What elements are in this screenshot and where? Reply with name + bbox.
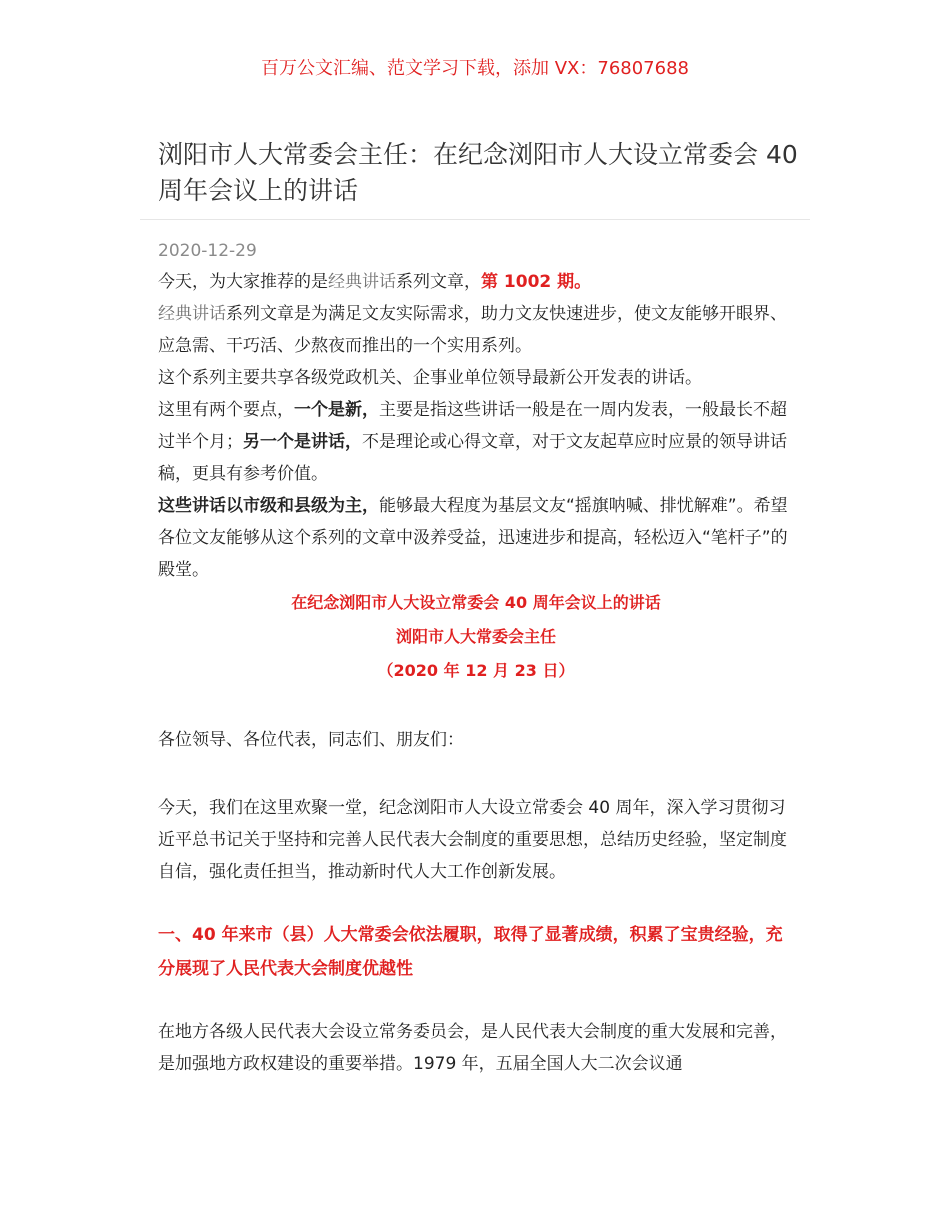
- intro-text: 不是理论或心得文章，对于文友起草应时应景的领导讲话稿，更具有参考价值。: [158, 432, 787, 484]
- spacer: [158, 756, 794, 792]
- speech-date: （2020 年 12 月 23 日）: [377, 661, 575, 680]
- intro-emphasis: 这些讲话以市级和县级为主，: [158, 496, 379, 516]
- spacer: [158, 986, 794, 1016]
- salutation: 各位领导、各位代表，同志们、朋友们：: [158, 730, 464, 750]
- intro-emphasis: 另一个是讲话，: [243, 432, 362, 452]
- article-title: 浏阳市人大常委会主任：在纪念浏阳市人大设立常委会 40 周年会议上的讲话: [158, 140, 798, 205]
- speech-speaker: 浏阳市人大常委会主任: [395, 627, 556, 646]
- intro-text: 系列文章是为满足文友实际需求，助力文友快速进步，使文友能够开眼界、应急需、干巧活、少熬夜而推出的一个实用系列。: [158, 304, 787, 356]
- intro-paragraph-5: [158, 490, 794, 586]
- title-divider: [140, 219, 810, 220]
- intro-paragraph-1: [158, 266, 794, 298]
- series-name: 经典讲话: [158, 304, 226, 324]
- article-body: [158, 266, 794, 1080]
- section-1-heading: 一、40 年来市（县）人大常委会依法履职，取得了显著成绩，积累了宝贵经验，充分展现了人民代表大会制度优越性: [158, 925, 783, 979]
- speech-paragraph-1: 今天，我们在这里欢聚一堂，纪念浏阳市人大设立常委会 40 周年，深入学习贯彻习近平总书记关于坚持和完善人民代表大会制度的重要思想，总结历史经验，坚定制度自信，强化责任担当，推动新时代人大工作创新发展。: [158, 798, 787, 882]
- promo-banner: 百万公文汇编、范文学习下载，添加 VX：76807688: [261, 58, 689, 79]
- speech-paragraph-2: 在地方各级人民代表大会设立常务委员会，是人民代表大会制度的重大发展和完善，是加强地方政权建设的重要举措。1979 年，五届全国人大二次会议通: [158, 1022, 787, 1074]
- publish-date: 2020-12-29: [158, 241, 257, 261]
- intro-paragraph-2: [158, 298, 794, 362]
- intro-paragraph-4: [158, 394, 794, 490]
- intro-text: 这里有两个要点，: [158, 400, 294, 420]
- intro-text: 主要是指这些讲话一般是在一周内发表，一般最长不超过半个月；: [158, 400, 787, 452]
- intro-paragraph-3: 这个系列主要共享各级党政机关、企事业单位领导最新公开发表的讲话。: [158, 368, 702, 388]
- intro-text: 能够最大程度为基层文友“摇旗呐喊、排忧解难”。希望各位文友能够从这个系列的文章中汲养受益，迅速进步和提高，轻松迈入“笔杆子”的殿堂。: [158, 496, 788, 580]
- intro-emphasis: 一个是新，: [294, 400, 379, 420]
- series-name: 经典讲话: [328, 272, 396, 292]
- issue-number: 第 1002 期。: [481, 272, 592, 292]
- spacer: [158, 688, 794, 724]
- spacer: [158, 888, 794, 918]
- intro-text: 今天，为大家推荐的是: [158, 272, 328, 292]
- speech-heading: 在纪念浏阳市人大设立常委会 40 周年会议上的讲话: [291, 593, 661, 612]
- intro-text: 系列文章，: [396, 272, 481, 292]
